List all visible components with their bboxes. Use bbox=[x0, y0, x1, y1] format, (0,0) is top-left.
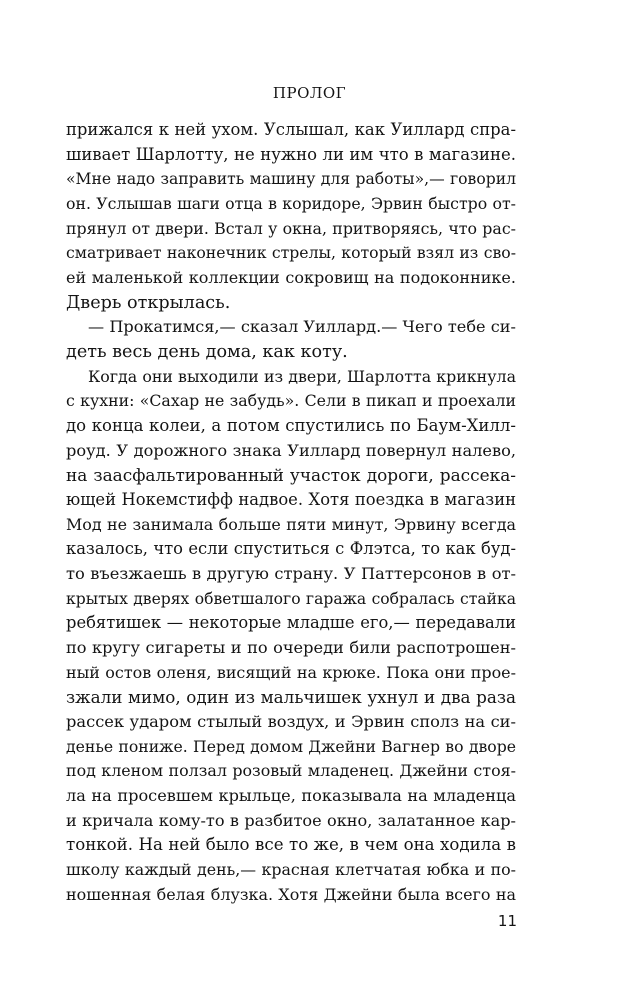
text-line: ношенная белая блузка. Хотя Джейни была всего на bbox=[66, 884, 516, 904]
body-text bbox=[66, 118, 516, 908]
text-line: казалось, что если спуститься с Флэтса, то как буд- bbox=[66, 539, 516, 559]
text-line: шивает Шарлотту, не нужно ли им что в магазине. bbox=[66, 144, 516, 164]
page-number: 11 bbox=[497, 912, 517, 930]
text-line: ей маленькой коллекции сокровищ на подоконнике. bbox=[66, 268, 516, 288]
text-line: ла на просевшем крыльце, показывала на младенца bbox=[66, 786, 516, 806]
text-line: ющей Нокемстифф надвое. Хотя поездка в магазин bbox=[66, 490, 516, 510]
text-line: Когда они выходили из двери, Шарлотта крикнула bbox=[88, 366, 516, 386]
text-line: роуд. У дорожного знака Уиллард повернул налево, bbox=[66, 440, 516, 460]
text-line: рассек ударом стылый воздух, и Эрвин сполз на си- bbox=[66, 712, 516, 732]
text-line: Дверь открылась. bbox=[66, 292, 231, 313]
text-line: прянул от двери. Встал у окна, притворяясь, что рас- bbox=[66, 218, 516, 238]
text-line: — Прокатимся,— сказал Уиллард.— Чего тебе си- bbox=[88, 317, 516, 337]
text-line: по кругу сигареты и по очереди били распотрошен- bbox=[66, 638, 516, 658]
text-line: сматривает наконечник стрелы, который взял из сво- bbox=[66, 243, 516, 263]
text-line: тонкой. На ней было все то же, в чем она ходила в bbox=[66, 835, 516, 855]
text-line: на заасфальтированный участок дороги, рассека- bbox=[66, 465, 516, 486]
text-line: под кленом ползал розовый младенец. Джейни стоя- bbox=[66, 761, 516, 781]
text-line: денье пониже. Перед домом Джейни Вагнер во дворе bbox=[66, 736, 516, 756]
text-line: зжали мимо, один из мальчишек ухнул и два раза bbox=[66, 687, 516, 708]
text-line: Мод не занимала больше пяти минут, Эрвину всегда bbox=[66, 514, 516, 534]
text-line: с кухни: «Сахар не забудь». Сели в пикап и проехали bbox=[66, 391, 516, 411]
text-line: ребятишек — некоторые младше его,— передавали bbox=[66, 613, 516, 633]
text-line: и кричала кому-то в разбитое окно, залатанное кар- bbox=[66, 810, 516, 830]
text-line: прижался к ней ухом. Услышал, как Уиллард спра- bbox=[66, 120, 516, 139]
text-line: то въезжаешь в другую страну. У Паттерсонов в от- bbox=[66, 564, 516, 584]
text-line: до конца колеи, а потом спустились по Баум-Хилл- bbox=[66, 416, 516, 436]
running-head: ПРОЛОГ bbox=[272, 84, 347, 102]
text-line: он. Услышав шаги отца в коридоре, Эрвин быстро от- bbox=[66, 194, 516, 214]
text-line: «Мне надо заправить машину для работы»,— говорил bbox=[66, 170, 516, 189]
text-line: ный остов оленя, висящий на крюке. Пока они прое- bbox=[66, 662, 516, 682]
text-line: крытых дверях обветшалого гаража собралась стайка bbox=[66, 589, 516, 608]
text-line: деть весь день дома, как коту. bbox=[66, 342, 348, 363]
text-line: школу каждый день,— красная клетчатая юбка и по- bbox=[66, 860, 516, 880]
